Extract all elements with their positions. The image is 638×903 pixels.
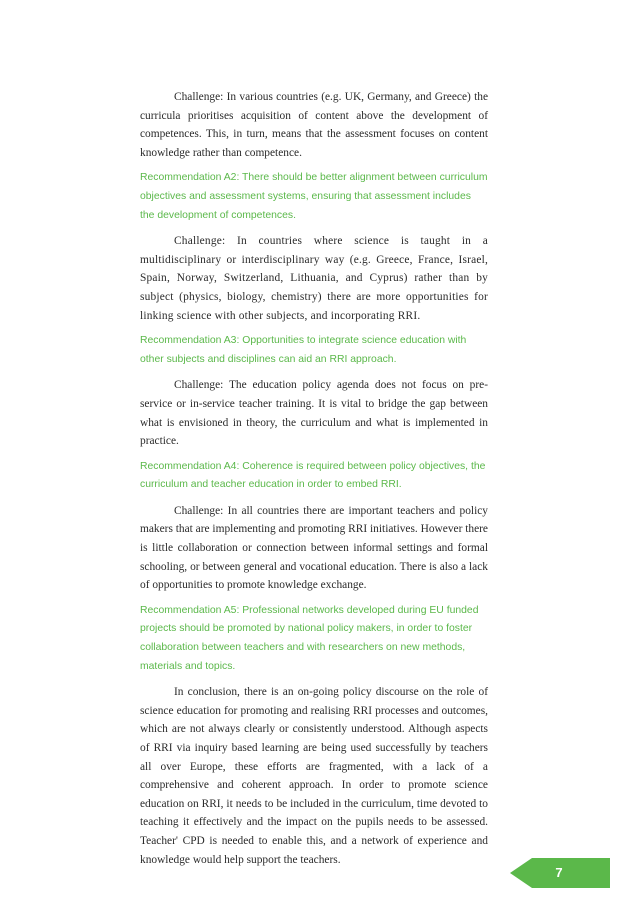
- recommendation-a5: Recommendation A5: Professional networks developed during EU funded projects should be promoted by national policy makers, in order to foster collaboration between teachers and with researchers on new methods, materials and topics.: [140, 604, 479, 672]
- page-number: 7: [555, 865, 563, 880]
- challenge-paragraph-3: Challenge: The education policy agenda does not focus on pre-service or in-service teacher training. It is vital to bridge the gap between what is envisioned in theory, the curriculum and what is implemented in practice.: [140, 379, 488, 448]
- challenge-paragraph-4: Challenge: In all countries there are important teachers and policy makers that are implementing and promoting RRI initiatives. However there is little collaboration or connection between informal settings and formal schooling, or between general and vocational education. There is also a lack of opportunities to promote knowledge exchange.: [140, 504, 488, 592]
- recommendation-a4: Recommendation A4: Coherence is required between policy objectives, the curriculum and teacher education in order to embed RRI.: [140, 460, 486, 491]
- challenge-paragraph-1: Challenge: In various countries (e.g. UK, Germany, and Greece) the curricula prioritises acquisition of content above the development of competences. This, in turn, means that the assessment focuses on content knowledge rather than competence.: [140, 91, 488, 159]
- conclusion-paragraph: In conclusion, there is an on-going policy discourse on the role of science education for promoting and realising RRI processes and outcomes, which are not always clearly or consistently understood. Although aspects of RRI via inquiry based learning are being used successfully by teachers all over Europe, these efforts are fragmented, with a lack of a comprehensive and coherent approach. In order to promote science education on RRI, it needs to be included in the curriculum, time devoted to teaching it effectively and the impact on the pupils needs to be assessed. Teacher' CPD is needed to enable this, and a network of experience and knowledge would help support the teachers.: [140, 686, 488, 866]
- recommendation-a3: Recommendation A3: Opportunities to integrate science education with other subjects and disciplines can aid an RRI approach.: [140, 335, 467, 365]
- challenge-paragraph-2: Challenge: In countries where science is taught in a multidisciplinary or interdisciplinary way (e.g. Greece, France, Israel, Spain, Norway, Switzerland, Lithuania, and Cyprus) rather than by subject (physics, biology, chemistry) there are more opportunities for linking science with other subjects, and incorporating RRI.: [140, 235, 488, 322]
- recommendation-a2: Recommendation A2: There should be better alignment between curriculum objectives and assessment systems, ensuring that assessment includes the development of competences.: [140, 172, 488, 221]
- page-body: [140, 88, 488, 876]
